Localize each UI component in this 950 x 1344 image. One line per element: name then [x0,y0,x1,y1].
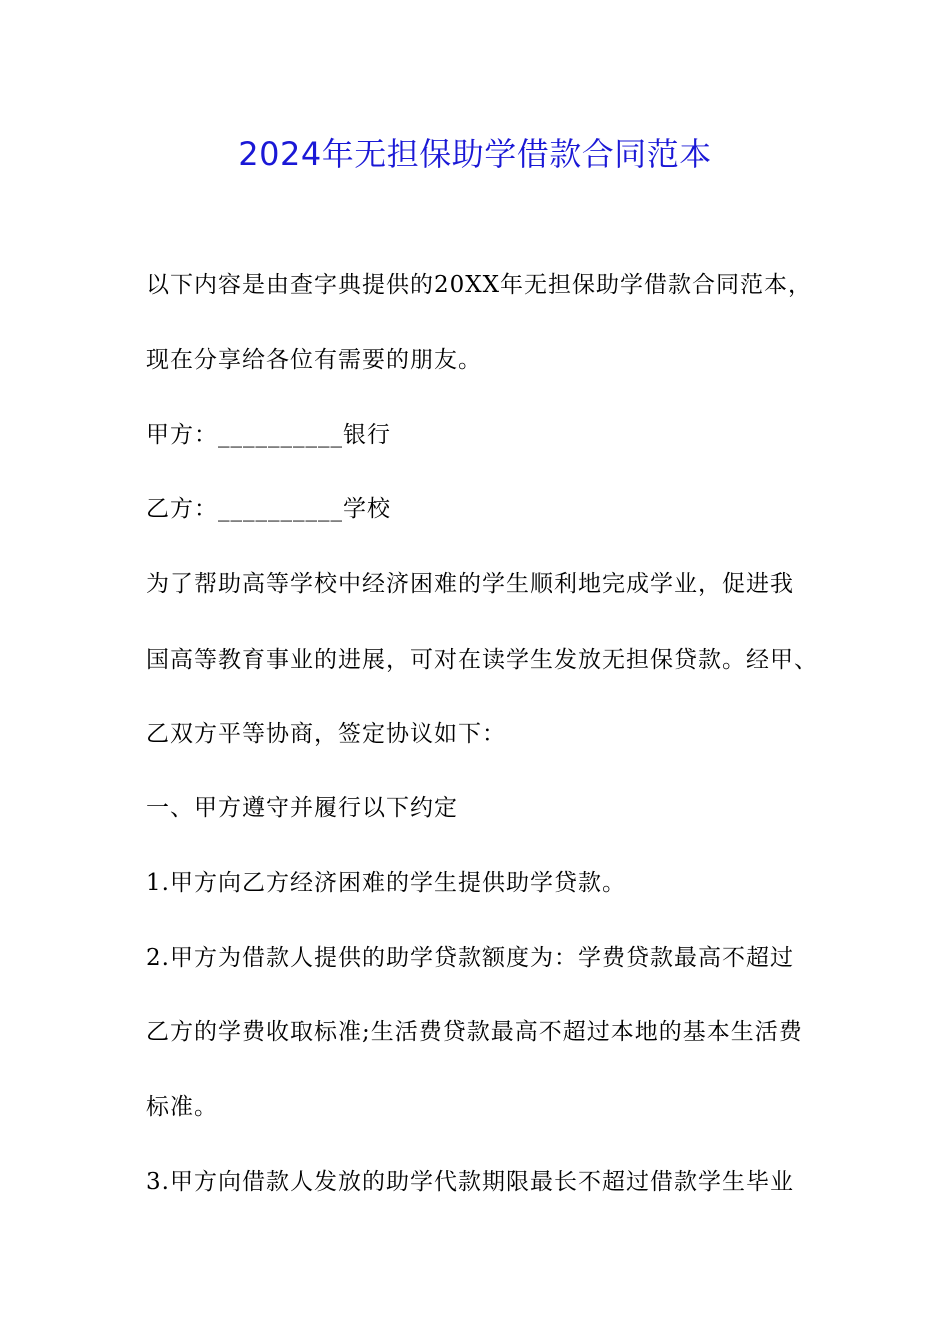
document-title: 2024年无担保助学借款合同范本 [238,135,712,173]
clause-3-line-1: 3.甲方向借款人发放的助学代款期限最长不超过借款学生毕业 [146,1169,794,1195]
preamble-line-3: 乙双方平等协商，签定协议如下： [146,721,506,747]
preamble-line-2: 国高等教育事业的进展，可对在读学生发放无担保贷款。经甲、 [146,647,818,673]
party-b-line: 乙方：__________学校 [146,496,391,522]
clause-2-line-3: 标准。 [146,1094,218,1120]
section-one-heading: 一、甲方遵守并履行以下约定 [146,795,458,821]
clause-2-line-2: 乙方的学费收取标准;生活费贷款最高不超过本地的基本生活费 [146,1019,803,1045]
intro-line-2: 现在分享给各位有需要的朋友。 [146,347,482,373]
clause-2-line-1: 2.甲方为借款人提供的助学贷款额度为：学费贷款最高不超过 [146,945,794,971]
preamble-line-1: 为了帮助高等学校中经济困难的学生顺利地完成学业，促进我 [146,571,794,597]
clause-1-line-1: 1.甲方向乙方经济困难的学生提供助学贷款。 [146,870,626,896]
party-a-line: 甲方：__________银行 [146,422,391,448]
intro-line-1: 以下内容是由查字典提供的20XX年无担保助学借款合同范本， [146,272,813,298]
